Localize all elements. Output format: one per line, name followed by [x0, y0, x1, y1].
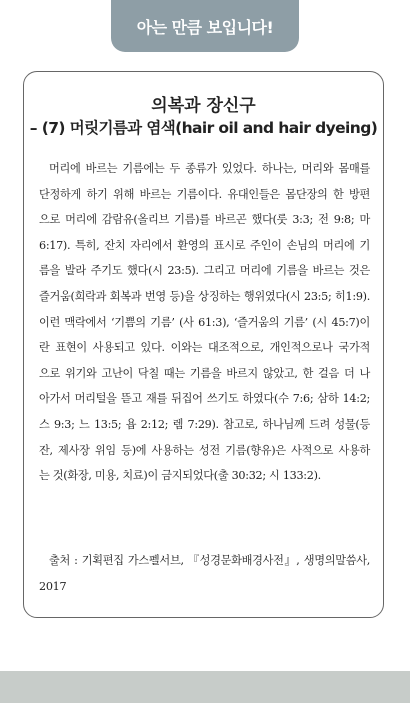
body-line: 머리에 바르는 기름에는 두 종류가 있었다. 하나는, 머리와 몸매를	[49, 162, 370, 175]
body-line: 6:17). 특히, 잔치 자리에서 환영의 표시로 주인이 손님의 머리에 기	[39, 238, 370, 252]
article-title: 의복과 장신구	[151, 96, 256, 116]
body-line: 름을 발라 주기도 했다(시 23:5). 그리고 머리에 기름을 바르는 것은	[39, 264, 370, 278]
body-line: 는 것(화장, 미용, 치료)이 금지되었다(출 30:32; 시 133:2).	[39, 469, 321, 483]
body-line: 단정하게 하기 위해 바르는 기름이다. 유대인들은 몸단장의 한 방편	[39, 187, 370, 201]
body-line: 즐거움(희락과 회복과 번영 등)을 상징하는 행위였다(시 23:5; 히1:9).	[39, 289, 370, 303]
article-subtitle: – (7) 머릿기름과 염색(hair oil and hair dyeing)	[29, 119, 378, 137]
body-line: 스 9:3; 느 13:5; 욥 2:12; 렘 7:29). 참고로, 하나님께 드려 성물(등	[39, 417, 370, 431]
bottom-bar	[0, 671, 410, 703]
body-line: 이런 맥락에서 ‘기쁨의 기름’ (사 61:3), ‘즐거움의 기름’ (시 45:7)이	[39, 315, 370, 329]
body-line: 으로 머리에 감람유(올리브 기름)를 바르곤 했다(룻 3:3; 전 9:8; 마	[39, 213, 370, 227]
body-line: 란 표현이 사용되고 있다. 이와는 대조적으로, 개인적으로나 국가적	[39, 341, 370, 355]
header-tab-label: 아는 만큼 보입니다!	[136, 17, 274, 37]
source-line: 2017	[39, 579, 67, 593]
body-line: 잔, 제사장 위임 등)에 사용하는 성전 기름(향유)은 사적으로 사용하	[39, 443, 370, 457]
source-citation	[39, 548, 370, 599]
body-line: 으로 위기와 고난이 닥칠 때는 기름을 바르지 않았고, 한 걸음 더 나	[39, 366, 370, 380]
body-line: 아가서 머리털을 뜯고 재를 뒤집어 쓰기도 하였다(수 7:6; 삼하 14:2;	[39, 392, 370, 406]
source-line: 출처 : 기획편집 가스펠서브, 『성경문화배경사전』, 생명의말씀사,	[49, 554, 370, 567]
article-body	[39, 156, 370, 489]
header-tab	[111, 0, 299, 52]
content-card	[23, 71, 384, 618]
